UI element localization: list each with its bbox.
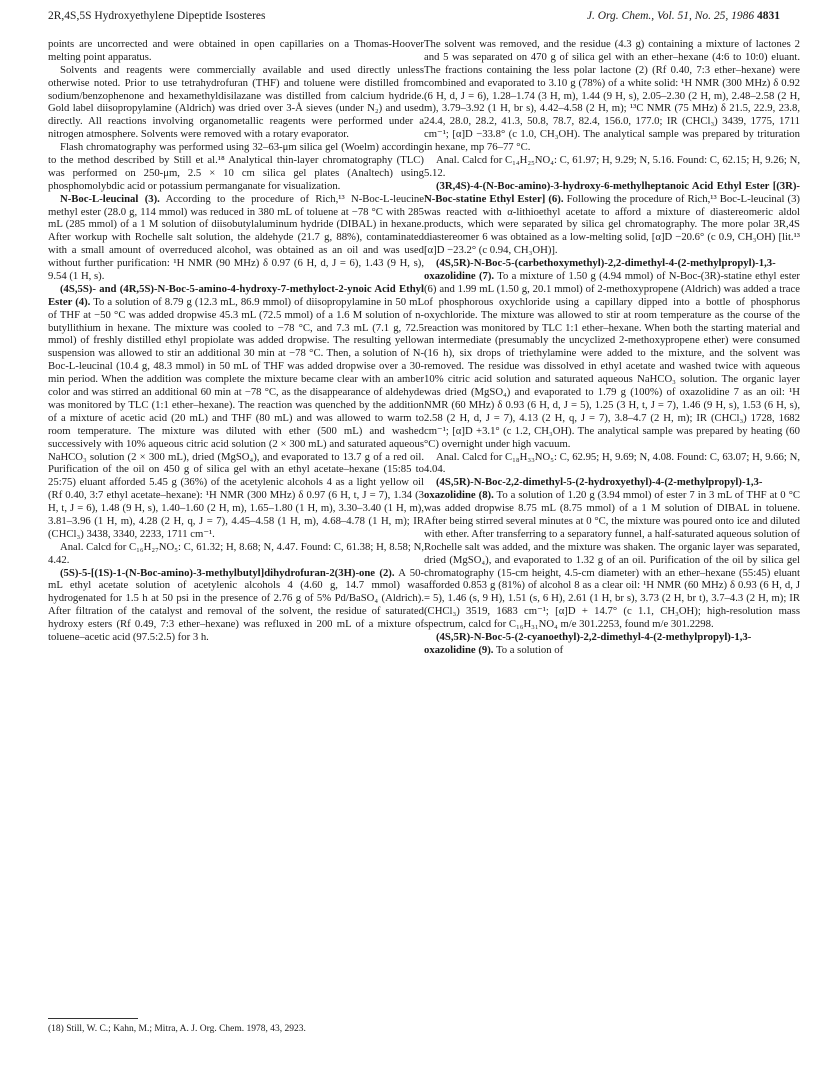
entry-body: To a solution of 8.79 g (12.3 mL, 86.9 mmol) of diisopropylamine in 50 mL of THF at −50 °C was added dropwise 45.3 mL (72.5 mmol) of a 1.6 M solution of n-butyllithium in hexane. The mixture was cooled to −78 °C, and 7.3 mL (7.1 g, 72.5 mmol) of freshly distilled ethyl propiolate was added dropwise. The resulting yellow suspension was allowed to stir an additional 30 min at −78 °C. Then, a solution of N-Boc-L-leucinal (10.4 g, 48.3 mmol) in 50 mL of THF was added dropwise over a 30-min period. When the addition was complete the mixture became clear with an amber color and was stirred an additional 60 min at −78 °C, as the disappearance of aldehyde was monitored by TLC (1:1 ether–hexane). The reaction was quenched by the addition of a mixture of acetic acid (20 mL) and THF (80 mL) and was allowed to warm to room temperature. The mixture was diluted with ether (500 mL) and washed successively with 10% aqueous citric acid solution (2 × 300 mL) and saturated aqueous NaHCO₃ solution (2 × 300 mL), dried (MgSO₄), and evaporated to 13.7 g of a red oil. Purification of the oil on 450 g of silica gel with an ethyl acetate–hexane (15:85 to 25:75) eluant afforded 5.45 g (36%) of the acetylenic alcohols 4 as a light yellow oil (Rf 0.40, 3:7 ethyl acetate–hexane): ¹H NMR (300 MHz) δ 0.97 (6 H, t, J = 7), 1.34 (3 H, t, J = 6), 1.48 (9 H, s), 1.40–1.60 (2 H, m), 1.65–1.80 (1 H, m), 3.30–3.40 (1 H, m), 3.81–3.96 (1 H, m), 4.28 (2 H, q, J = 7), 4.45–4.58 (1 H, m), 4.68–4.78 (1 H, m); IR (CHCl₃) 3438, 3340, 2233, 1711 cm⁻¹. [48,295,424,540]
journal-citation [587,10,780,28]
running-title: 2R,4S,5S Hydroxyethylene Dipeptide Isosteres [48,10,266,22]
experimental-entry [424,476,800,631]
left-column [48,38,424,1050]
page-header [48,10,780,28]
journal-name: J. Org. Chem., Vol. 51, No. 25, 1986 [586,10,755,22]
entry-body: According to the procedure of Rich,¹³ N-Boc-L-leucine methyl ester (28.0 g, 114 mmol) was reduced in 380 mL of toluene at −78 °C with 285 mL (285 mmol) of a 1 M solution of diisobutylaluminum hydride (DIBAL) in hexane. After workup with Rochelle salt solution, the aldehyde (21.7 g, 88%), contaminated with a small amount of overreduced alcohol, was obtained as an oil and was used without further purification: ¹H NMR (90 MHz) δ 0.97 (6 H, d, J = 6), 1.43 (9 H, s), 9.54 (1 H, s). [48,192,424,283]
footnote: (18) Still, W. C.; Kahn, M.; Mitra, A. J. Org. Chem. 1978, 43, 2923. [48,1024,306,1034]
paragraph: Anal. Calcd for C₁₄H₂₅NO₄: C, 61.97; H, 9.29; N, 5.16. Found: C, 62.15; H, 9.26; N, 5.12. [424,154,800,179]
entry-body: To a solution of [493,643,564,656]
footnote-rule [48,1018,138,1019]
compound-heading: (5S)-5-[(1S)-1-(N-Boc-amino)-3-methylbutyl]dihydrofuran-2(3H)-one (2). [60,566,395,579]
paragraph: points are uncorrected and were obtained in open capillaries on a Thomas-Hoover melting point apparatus. [48,38,424,63]
entry-body: To a solution of 1.20 g (3.94 mmol) of ester 7 in 3 mL of THF at 0 °C was added dropwise 8.75 mL (8.75 mmol) of a 1 M solution of DIBAL in toluene. After being stirred several minutes at 0 °C, the mixture was poured onto ice and diluted with ether. After transferring to a separatory funnel, a half-saturated aqueous solution of Rochelle salt was added, and the mixture was shaken. The organic layer was separated, dried (MgSO₄), and evaporated to 1.32 g of an oil. Purification of the oil by silica gel chromatography (15-cm height, 4.5-cm diameter) with an ether–hexane (55:45) eluant afforded 0.853 g (81%) of alcohol 8 as a clear oil: ¹H NMR (60 MHz) δ 0.93 (6 H, d, J = 5), 1.46 (s, 9 H), 1.51 (s, 6 H), 2.61 (1 H, br s), 3.73 (2 H, br t), 3.7–4.3 (2 H, m); IR (CHCl₃) 3519, 1683 cm⁻¹; [α]D + 14.7° (c 1.1, CH₃OH); high-resolution mass spectrum, calcd for C₁₆H₃₁NO₄ m/e 301.2253, found m/e 301.2298. [424,489,800,631]
experimental-entry [48,283,424,541]
compound-heading: N-Boc-L-leucinal (3). [60,192,160,205]
experimental-entry [424,180,800,257]
experimental-entry [424,257,800,450]
paragraph: Anal. Calcd for C₁₈H₃₃NO₅: C, 62.95; H, 9.69; N, 4.08. Found: C, 63.07; H, 9.66; N, 4.04. [424,450,800,476]
experimental-entry [48,193,424,283]
compound-heading: (4S,5R)-N-Boc-5-(carbethoxymethyl)-2,2-dimethyl-4-(2-methylpropyl)-1,3-oxazolidine (7). [424,257,776,283]
compound-heading: (4S,5R)-N-Boc-5-(2-cyanoethyl)-2,2-dimethyl-4-(2-methylpropyl)-1,3-oxazolidine (9). [424,630,752,656]
paragraph: Flash chromatography was performed using 32–63-μm silica gel (Woelm) according to the method described by Still et al.¹⁸ Analytical thin-layer chromatography (TLC) was performed on 250-μm, 2.5 × 10 cm silica gel plates (Analtech) using phosphomolybdic acid or potassium permanganate for visualization. [48,141,424,192]
compound-heading: (4S,5S)- and (4R,5S)-N-Boc-5-amino-4-hydroxy-7-methyloct-2-ynoic Acid Ethyl Ester (4). [48,282,424,308]
page-number: 4831 [757,10,780,22]
entry-body: To a mixture of 1.50 g (4.94 mmol) of N-Boc-(3R)-statine ethyl ester (6) and 1.99 mL (1.50 g, 20.1 mmol) of 2-methoxypropene (Aldrich) was added a trace of phosphorous oxychloride using a capillary dipped into a bottle of phosphorus oxychloride. The mixture was allowed to stir at room temperature as the course of the reaction was monitored by TLC 1:1 ether–hexane. When both the starting material and an intermediate (presumably the uncyclized 2-methoxypropene ether) were consumed (16 h), six drops of triethylamine were added to the mixture, and the solvent was removed. The residue was dissolved in ethyl acetate and washed twice with aqueous 10% citric acid solution and saturated aqueous NaHCO₃ solution. The organic layer was dried (MgSO₄) and evaporated to 1.79 g (100%) of oxazolidine 7 as an oil: ¹H NMR (60 MHz) δ 0.93 (6 H, d, J = 5), 1.25 (3 H, t, J = 7), 1.46 (9 H, s), 1.53 (6 H, s), 2.58 (2 H, d, J = 7), 4.13 (2 H, q, J = 7), 3.8–4.7 (2 H, m); IR (CHCl₃) 1728, 1682 cm⁻¹; [α]D +3.1° (c 1.2, CH₃OH). The analytical sample was prepared by heating (60 °C) overnight under high vacuum. [424,270,800,450]
experimental-entry [48,567,424,644]
paragraph: The solvent was removed, and the residue (4.3 g) containing a mixture of lactones 2 and 5 was separated on 470 g of silica gel with an ether–hexane (4:6 to 10:0) eluant. The fractions containing the less polar lactone (2) (Rf 0.40, 7:3 ether–hexane) were combined and evaporated to 3.10 g (78%) of a white solid: ¹H NMR (300 MHz) δ 0.92 (6 H, d, J = 6), 1.28–1.74 (3 H, m), 1.44 (9 H, s), 2.05–2.30 (2 H, m), 2.48–2.58 (2 H, m), 3.79–3.92 (1 H, br s), 4.42–4.58 (2 H, m); ¹³C NMR (75 MHz) δ 21.5, 22.9, 23.8, 24.4, 28.0, 28.2, 41.3, 50.8, 78.7, 82.4, 156.0, 177.0; IR (CHCl₃) 3439, 1775, 1711 cm⁻¹; [α]D −33.8° (c 1.0, CH₃OH). The analytical sample was prepared by trituration in hexane, mp 76–77 °C. [424,38,800,154]
paragraph: Solvents and reagents were commercially available and used directly unless otherwise noted. Prior to use tetrahydrofuran (THF) and toluene were distilled from sodium/benzophenone and hexamethyldisilazane was distilled from calcium hydride. Gold label diisopropylamine (Aldrich) was dried over 3-Å sieves (under N₂) and used directly. All reactions involving organometallic reagents were performed under a nitrogen atmosphere. Solvents were removed with a rotary evaporator. [48,63,424,141]
entry-body: Following the procedure of Rich,¹³ Boc-L-leucinal (3) was reacted with α-lithioethyl acetate to afford a mixture of diastereomeric aldol products, which were separated by silica gel chromatography. The more polar 3R,4S diastereomer 6 was obtained as a low-melting solid, [α]D −20.6° (c 0.9, CH₃OH) [lit.¹³ [α]D −23.2° (c 0.94, CH₃OH)]. [424,192,800,257]
compound-heading: (3R,4S)-4-(N-Boc-amino)-3-hydroxy-6-methylheptanoic Acid Ethyl Ester [(3R)-N-Boc-statine Ethyl Ester] (6). [424,179,800,205]
paragraph: Anal. Calcd for C₁₆H₂₇NO₅: C, 61.32; H, 8.68; N, 4.47. Found: C, 61.38; H, 8.58; N, 4.42. [48,540,424,566]
experimental-entry [424,631,800,657]
compound-heading: (4S,5R)-N-Boc-2,2-dimethyl-5-(2-hydroxyethyl)-4-(2-methylpropyl)-1,3-oxazolidine (8). [424,476,763,502]
entry-body: A 50-mL ethyl acetate solution of acetylenic alcohols 4 (4.60 g, 14.7 mmol) was hydrogenated for 1.5 h at 50 psi in the presence of 2.76 g of 5% Pd/BaSO₄ (Aldrich). After filtration of the catalyst and removal of the solvent, the residue of saturated hydroxy esters (Rf 0.49, 7:3 ether–hexane) was refluxed in 200 mL of a mixture of toluene–acetic acid (97.5:2.5) for 3 h. [48,566,424,643]
right-column [424,38,800,1050]
